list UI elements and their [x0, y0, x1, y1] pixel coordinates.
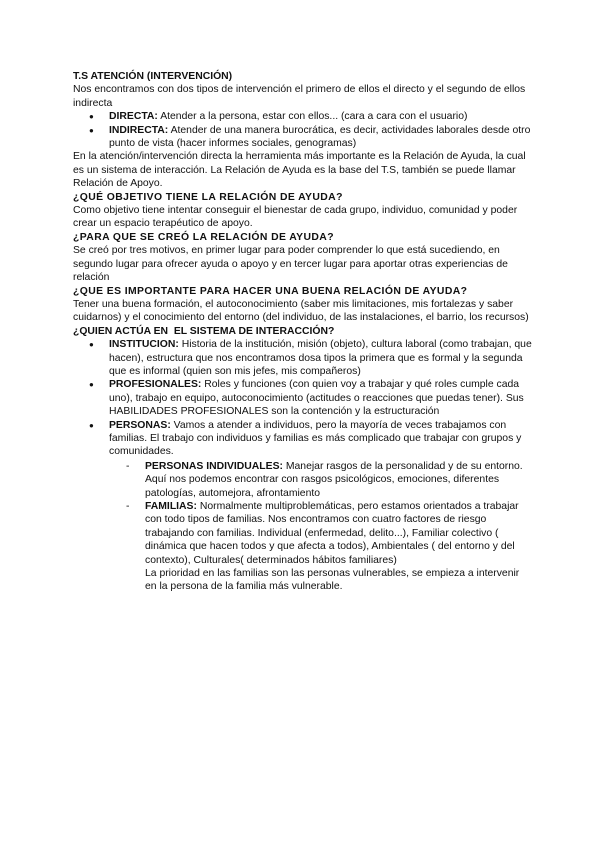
sublist-item-term: FAMILIAS: [145, 501, 197, 512]
list-item-text: Roles y funciones (con quien voy a trabajar y qué roles cumple cada uno), trabajo en equipo, autoconocimiento (actitudes o reacciones que puedas tener). Sus HABILIDADES PROFESIONALES son la contención y la estructuración [109, 379, 524, 418]
list-item-text: Historia de la institución, misión (objeto), cultura laboral (como trabajan, que hacen), estructura que nos encontramos dosa tipos la primera que es formal y la segunda que es informal (quien son mis jefes, mis compañeros) [109, 339, 532, 377]
list-item-term: PROFESIONALES: [109, 379, 202, 391]
list-item [73, 338, 533, 378]
list-item [73, 124, 533, 151]
families-note: La prioridad en las familias son las personas vulnerables, se empieza a intervenir en la persona de la familia más vulnerable. [145, 568, 520, 593]
list-item-term: DIRECTA: [109, 111, 158, 123]
list-item-term: PERSONAS: [109, 419, 171, 431]
sublist-item [109, 500, 533, 594]
section-text: Tener una buena formación, el autoconocimiento (saber mis limitaciones, mis fortalezas y saber cuidarnos) y el conocimiento del entorno (del individuo, de las instalaciones, el barrio, los recursos) [73, 298, 529, 324]
list-item [73, 110, 533, 123]
list-item [73, 378, 533, 418]
section-text: Como objetivo tiene intentar conseguir el bienestar de cada grupo, individuo, comunidad y poder crear un espacio terapéutico de apoyo. [73, 205, 518, 230]
section-heading: ¿QUE ES IMPORTANTE PARA HACER UNA BUENA RELACIÓN DE AYUDA? [73, 285, 468, 297]
sublist-item-text: Manejar rasgos de la personalidad y de su entorno. Aquí nos podemos encontrar con rasgos psicológicos, emociones, diferentes patologías, automejora, afrontamiento [145, 460, 523, 499]
section-heading: ¿PARA QUE SE CREÓ LA RELACIÓN DE AYUDA? [73, 231, 334, 243]
persons-sublist [109, 460, 533, 594]
section-heading: ¿QUÉ OBJETIVO TIENE LA RELACIÓN DE AYUDA? [73, 191, 343, 203]
list-item [73, 419, 533, 594]
sublist-item [109, 460, 533, 500]
sublist-item-text: Normalmente multiproblemáticas, pero estamos orientados a trabajar con todo tipos de familias. Nos encontramos con cuatro factores de riesgo trabajando con familias. Individual (enfermedad, delito...), Familiar colectivo ( dinámica que hacen todos y que afecta a todos), Ambientales ( del entorno y del contexto), Culturales( determinados hábitos familiares) [145, 501, 519, 566]
document-page [73, 70, 533, 594]
document-title: T.S ATENCIÓN (INTERVENCIÓN) [73, 71, 233, 82]
list-item-term: INDIRECTA: [109, 124, 169, 136]
list-item-text: Vamos a atender a individuos, pero la mayoría de veces trabajamos con familias. El trabajo con individuos y familias es más complicado que trabajar con grupos y comunidades. [109, 419, 522, 458]
section-text: Se creó por tres motivos, en primer lugar para poder comprender lo que está sucediendo, en segundo lugar para ofrecer ayuda o apoyo y en tercer lugar para aportar otras experiencias de relación [73, 245, 508, 284]
list-item-term: INSTITUCION: [109, 339, 179, 351]
intervention-types-list [73, 110, 533, 150]
actors-list [73, 338, 533, 594]
list-item-text: Atender a la persona, estar con ellos... (cara a cara con el usuario) [157, 111, 468, 123]
intro-paragraph: Nos encontramos con dos tipos de intervención el primero de ellos el directo y el segundo de ellos indirecta [73, 84, 526, 109]
relation-paragraph: En la atención/intervención directa la herramienta más importante es la Relación de Ayuda, la cual es un sistema de interacción. La Relación de Ayuda es la base del T.S, también se puede llamar Relación de Apoyo. [73, 151, 526, 190]
section-heading: ¿QUIEN ACTÚA EN EL SISTEMA DE INTERACCIÓN? [73, 325, 335, 337]
sublist-item-term: PERSONAS INDIVIDUALES: [145, 460, 283, 472]
list-item-text: Atender de una manera burocrática, es decir, actividades laborales desde otro punto de vista (hacer informes sociales, genogramas) [109, 124, 531, 150]
